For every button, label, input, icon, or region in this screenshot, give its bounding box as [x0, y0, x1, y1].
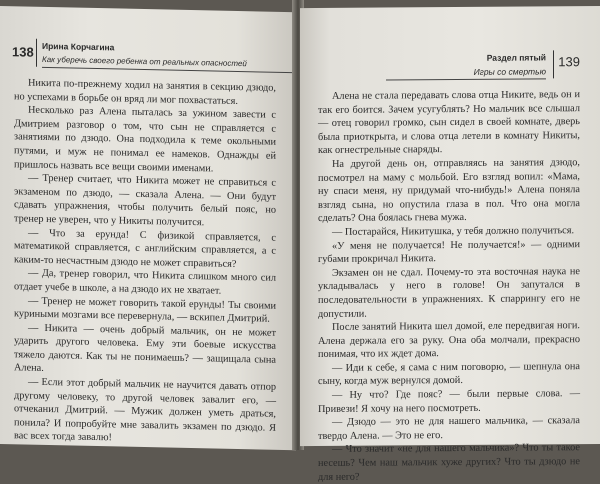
paragraph: Экзамен он не сдал. Почему-то эта восточная наука не укладывалась у него в голове! Он запутался в последовательности в упражнениях. К спаррингу его не допустили. [318, 265, 580, 320]
right-page-number: 139 [558, 54, 580, 70]
paragraph: — Если этот добрый мальчик не научится давать отпор другому человеку, то другой человек завалит его, — отчеканил Дмитрий. — Мужик должен уметь драться, понила? И попробуйте мне завалить экзамен по дзюдо. Я вас всех тогда завалю! [14, 376, 276, 444]
header-divider [36, 39, 37, 67]
paragraph: Алена не стала передавать слова отца Никите, ведь он и так его боится. Зачем усугублять? Но мальчик все слышал — отец говорил громко, сын сидел в своей комнате, дверь была приоткрыта, и слова отца летели в комнату Никиты, как огнестрельные снаряды. [318, 89, 580, 157]
paragraph: — Да, тренер говорил, что Никита слишком много сил отдает учебе в школе, а на дзюдо их не хватает. [14, 267, 276, 297]
paragraph: Никита по-прежнему ходил на занятия в секцию дзюдо, но успехами в борьбе он вряд ли мог похвастаться. [14, 77, 276, 107]
paragraph: «У меня не получается! Не получается!» — одними губами прокричал Никита. [318, 238, 580, 266]
paragraph: — Ну что? Где пояс? — были первые слова. — Привези! Я хочу на него посмотреть. [318, 388, 580, 415]
paragraph: На другой день он, отправляясь на занятия дзюдо, посмотрел на маму с мольбой. Его взгляд вопил: «Мама, ну спаси меня, ну придумай что-нибудь!» Алена поняла взгляд сына, но опустила глаза в пол. Что она могла сделать? Она боялась гнева мужа. [318, 157, 580, 225]
paragraph: После занятий Никита шел домой, еле передвигая ноги. Алена держала его за руку. Она оба молчали, прекрасно понимая, что их ждет дома. [318, 320, 580, 361]
left-page [0, 6, 296, 450]
right-page [300, 6, 600, 483]
paragraph: — Дзюдо — это не для нашего мальчика, — сказала твердо Алена. — Это не его. [318, 415, 580, 442]
paragraph: — Никита — очень добрый мальчик, он не может ударить другого человека. Ему эти боевые искусства тяжело даются. Как ты не понимаешь? — защищала сына Алена. [14, 322, 276, 375]
section-title: Игры со смертью [473, 66, 546, 77]
header-divider [553, 50, 554, 78]
paragraph: — Постарайся, Никитушка, у тебя должно получиться. [332, 225, 575, 238]
section-name: Раздел пятый [486, 52, 546, 63]
paragraph: Несколько раз Алена пыталась за ужином завести с Дмитрием разговор о том, что сын не справляется с занятиями по дзюдо. Она подходила к теме окольными путями, и муж не понимал ее намеков. Однажды ей пришлось назвать все вещи своими именами. [14, 104, 276, 175]
left-running-header [12, 38, 292, 76]
book-title: Как уберечь своего ребенка от реальных опасностей [42, 54, 247, 69]
paragraph: — Тренер не может говорить такой ерунды! Ты своими куриными мозгами все перевернула, — вскипел Дмитрий. [14, 295, 276, 325]
header-underline [386, 78, 546, 80]
paragraph: — Тренер считает, что Никита может не справиться с экзаменом по дзюдо, — сказала Алена. — Они будут сдавать упражнения, чтобы получить белый пояс, но тренер не уверен, что у Никиты получится. [14, 172, 276, 229]
left-page-number: 138 [12, 44, 34, 60]
paragraph: — Что значит «не для нашего мальчика»? Что ты такое несешь? Чем наш мальчик хуже других? Что ты дзюдо не для него? [318, 442, 580, 483]
paragraph: — Что за ерунда! С физикой справляется, с математикой справляется, с английским справляется, а с каким-то несчастным дзюдо не может справиться? [14, 227, 276, 270]
author-name: Ирина Корчагина [42, 40, 115, 53]
right-body-text [318, 88, 580, 484]
header-underline [42, 67, 292, 73]
paragraph: — Иди к себе, я сама с ним поговорю, — шепнула она сыну, когда муж вернулся домой. [318, 361, 580, 388]
left-body-text [14, 76, 276, 449]
right-running-header [300, 50, 592, 84]
